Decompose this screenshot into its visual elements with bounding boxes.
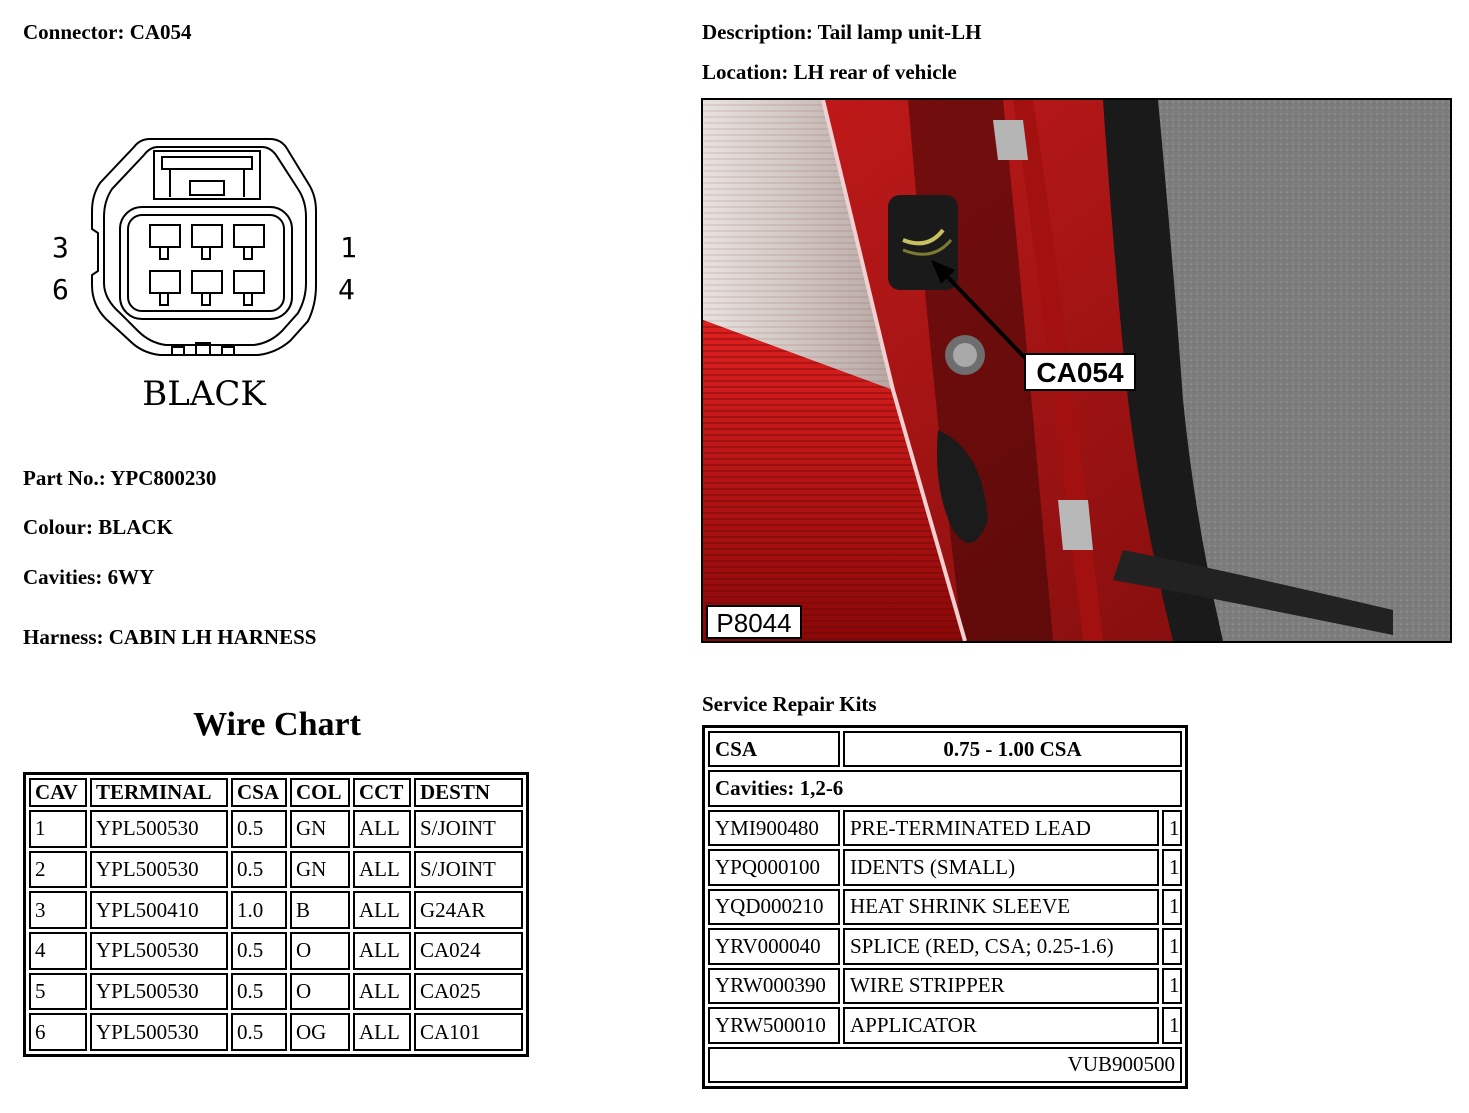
kit-code-row: [708, 1047, 1182, 1084]
table-row: [29, 810, 523, 848]
cell-cav: 4: [29, 932, 87, 970]
description-label: Description: Tail lamp unit-LH: [702, 20, 982, 44]
pin-label-6: 6: [52, 273, 69, 306]
cell-csa: 1.0: [231, 891, 287, 929]
kit-cavities-row: [708, 770, 1182, 806]
cell-col: OG: [290, 1013, 350, 1051]
cell-csa: 0.5: [231, 810, 287, 848]
kit-part-qty: 1: [1162, 849, 1182, 885]
wire-chart-table: [23, 772, 529, 1057]
kit-code: VUB900500: [708, 1047, 1182, 1084]
location-label: Location: LH rear of vehicle: [702, 60, 957, 84]
location-photo: [701, 98, 1452, 643]
cell-cav: 2: [29, 851, 87, 889]
kit-part-description: IDENTS (SMALL): [843, 849, 1159, 885]
col-header-csa: CSA: [231, 778, 287, 807]
kit-part-qty: 1: [1162, 889, 1182, 925]
table-row: [708, 968, 1182, 1004]
cell-destn: CA024: [414, 932, 523, 970]
cell-csa: 0.5: [231, 1013, 287, 1051]
cell-terminal: YPL500530: [90, 851, 228, 889]
kit-part-number: YRW000390: [708, 968, 840, 1004]
kit-part-qty: 1: [1162, 1007, 1182, 1043]
connector-label: Connector: CA054: [23, 20, 192, 44]
col-header-destn: DESTN: [414, 778, 523, 807]
cell-cav: 5: [29, 973, 87, 1011]
cell-csa: 0.5: [231, 851, 287, 889]
kit-part-description: APPLICATOR: [843, 1007, 1159, 1043]
cell-terminal: YPL500530: [90, 932, 228, 970]
cell-destn: CA101: [414, 1013, 523, 1051]
cell-col: O: [290, 932, 350, 970]
wire-chart-title: Wire Chart: [193, 706, 361, 743]
kit-csa-value: 0.75 - 1.00 CSA: [843, 731, 1182, 767]
table-row: [29, 1013, 523, 1051]
kit-csa-row: [708, 731, 1182, 767]
wire-chart-header-row: [29, 778, 523, 807]
table-row: [29, 851, 523, 889]
cell-destn: G24AR: [414, 891, 523, 929]
col-header-terminal: TERMINAL: [90, 778, 228, 807]
table-row: [29, 973, 523, 1011]
kit-part-description: HEAT SHRINK SLEEVE: [843, 889, 1159, 925]
cell-csa: 0.5: [231, 932, 287, 970]
kit-cavities: Cavities: 1,2-6: [708, 770, 1182, 806]
pin-label-4: 4: [338, 273, 355, 306]
cell-cct: ALL: [353, 1013, 411, 1051]
cell-cav: 6: [29, 1013, 87, 1051]
kit-part-qty: 1: [1162, 928, 1182, 964]
kit-part-number: YQD000210: [708, 889, 840, 925]
col-header-col: COL: [290, 778, 350, 807]
cell-cav: 1: [29, 810, 87, 848]
pin-label-1: 1: [340, 231, 357, 264]
cell-cct: ALL: [353, 932, 411, 970]
kit-part-number: YPQ000100: [708, 849, 840, 885]
connector-colour-label: BLACK: [142, 374, 266, 414]
col-header-cct: CCT: [353, 778, 411, 807]
cell-cct: ALL: [353, 891, 411, 929]
cell-col: O: [290, 973, 350, 1011]
kit-part-description: SPLICE (RED, CSA; 0.25-1.6): [843, 928, 1159, 964]
repair-kits-title: Service Repair Kits: [702, 692, 877, 716]
kit-part-qty: 1: [1162, 968, 1182, 1004]
photo-callout-label: CA054: [1036, 357, 1124, 388]
harness-label: Harness: CABIN LH HARNESS: [23, 625, 317, 649]
table-row: [708, 1007, 1182, 1043]
cell-cct: ALL: [353, 973, 411, 1011]
table-row: [29, 891, 523, 929]
kit-part-number: YRV000040: [708, 928, 840, 964]
part-number: Part No.: YPC800230: [23, 466, 217, 490]
colour-label: Colour: BLACK: [23, 515, 173, 539]
cavities-label: Cavities: 6WY: [23, 565, 155, 589]
cell-terminal: YPL500530: [90, 1013, 228, 1051]
kit-part-description: PRE-TERMINATED LEAD: [843, 810, 1159, 846]
cell-terminal: YPL500530: [90, 973, 228, 1011]
cell-col: B: [290, 891, 350, 929]
cell-cav: 3: [29, 891, 87, 929]
kit-csa-label: CSA: [708, 731, 840, 767]
cell-destn: S/JOINT: [414, 810, 523, 848]
cell-col: GN: [290, 810, 350, 848]
kit-part-description: WIRE STRIPPER: [843, 968, 1159, 1004]
table-row: [708, 889, 1182, 925]
cell-terminal: YPL500410: [90, 891, 228, 929]
cell-cct: ALL: [353, 810, 411, 848]
photo-ref-code: P8044: [716, 608, 792, 638]
pin-label-3: 3: [52, 231, 69, 264]
connector-face-diagram: [40, 125, 380, 425]
repair-kits-table: [702, 725, 1188, 1089]
table-row: [708, 810, 1182, 846]
table-row: [708, 849, 1182, 885]
kit-part-number: YRW500010: [708, 1007, 840, 1043]
kit-part-qty: 1: [1162, 810, 1182, 846]
table-row: [708, 928, 1182, 964]
col-header-cav: CAV: [29, 778, 87, 807]
cell-cct: ALL: [353, 851, 411, 889]
cell-terminal: YPL500530: [90, 810, 228, 848]
cell-destn: S/JOINT: [414, 851, 523, 889]
cell-csa: 0.5: [231, 973, 287, 1011]
kit-part-number: YMI900480: [708, 810, 840, 846]
cell-destn: CA025: [414, 973, 523, 1011]
table-row: [29, 932, 523, 970]
cell-col: GN: [290, 851, 350, 889]
